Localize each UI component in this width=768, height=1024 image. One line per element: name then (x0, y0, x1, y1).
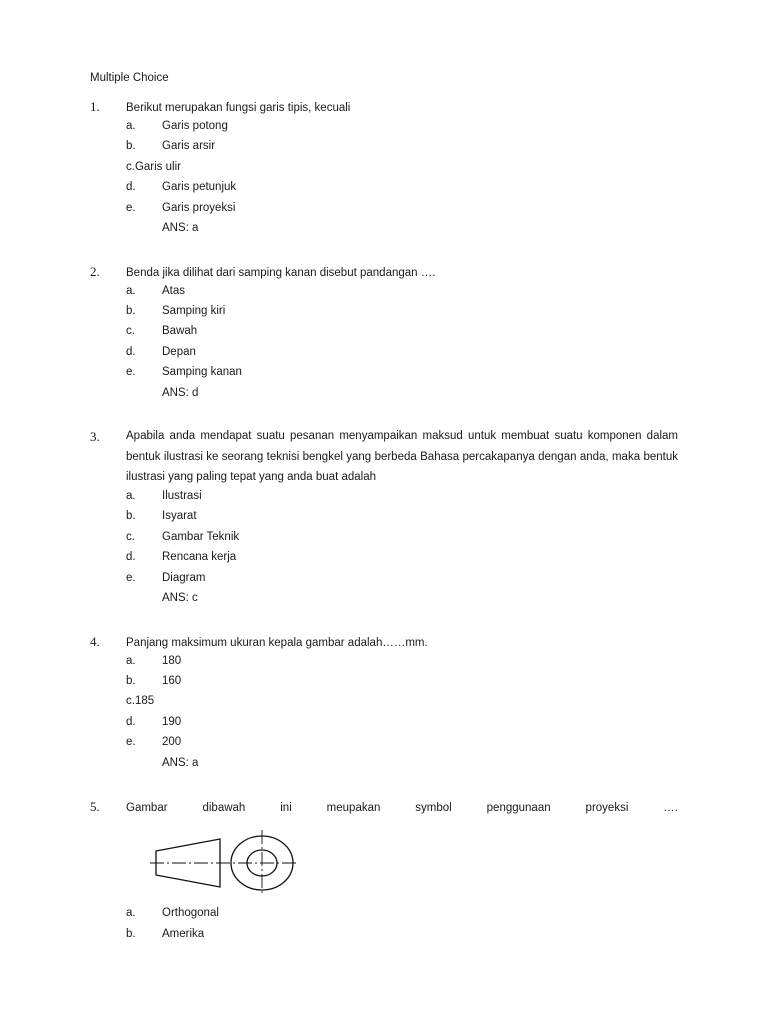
answer-key: ANS: a (162, 222, 199, 234)
option-letter: d. (126, 346, 136, 358)
option-text: 190 (162, 716, 182, 728)
option-text: Ilustrasi (162, 490, 202, 502)
option-letter: a. (126, 490, 136, 502)
frustum-outline (156, 839, 220, 887)
option-text: Rencana kerja (162, 551, 237, 563)
option-letter: b. (126, 928, 136, 940)
option-letter: e. (126, 572, 136, 584)
option-text: Orthogonal (162, 907, 219, 919)
question-text: Gambar dibawah ini meupakan symbol penggunaan proyeksi …. (126, 802, 678, 814)
option-a (0, 490, 400, 510)
question-number: 3. (90, 429, 100, 444)
option-e (0, 736, 400, 756)
option-c (0, 695, 400, 715)
option-b (0, 510, 400, 530)
option-text: 160 (162, 675, 182, 687)
question-number: 1. (90, 99, 100, 114)
answer-key: ANS: a (162, 757, 199, 769)
option-text: Amerika (162, 928, 205, 940)
option-letter: e. (126, 366, 136, 378)
option-letter: b. (126, 510, 136, 522)
option-text: 200 (162, 736, 182, 748)
option-a (0, 120, 400, 140)
question-text: Apabila anda mendapat suatu pesanan menyampaikan maksud untuk membuat suatu komponen dalam bentuk ilustrasi ke seorang teknisi bengkel yang berbeda Bahasa percakapanya dengan anda, maka bentuk ilustrasi yang paling tepat yang anda buat adalah (126, 430, 678, 483)
option-letter: e. (126, 202, 136, 214)
option-b (0, 305, 400, 325)
option-letter: d. (126, 551, 136, 563)
option-text: 180 (162, 655, 182, 667)
option-text: Samping kanan (162, 366, 242, 378)
option-b (0, 928, 400, 948)
option-d (0, 181, 400, 201)
option-b (0, 140, 400, 160)
option-inline-text: c.185 (126, 695, 155, 707)
option-d (0, 716, 400, 736)
question-number: 5. (90, 799, 100, 814)
option-letter: a. (126, 655, 136, 667)
option-inline-text: c.Garis ulir (126, 161, 181, 173)
question-text: Benda jika dilihat dari samping kanan disebut pandangan …. (126, 267, 436, 279)
document-heading: Multiple Choice (90, 72, 169, 84)
option-c (0, 161, 400, 181)
option-letter: a. (126, 907, 136, 919)
option-letter: a. (126, 120, 136, 132)
answer-key: ANS: d (162, 387, 199, 399)
option-letter: b. (126, 675, 136, 687)
option-b (0, 675, 400, 695)
option-text: Garis potong (162, 120, 228, 132)
option-a (0, 655, 400, 675)
question-text: Berikut merupakan fungsi garis tipis, kecuali (126, 102, 351, 114)
option-letter: a. (126, 285, 136, 297)
option-e (0, 366, 400, 386)
question-number: 4. (90, 634, 100, 649)
option-d (0, 346, 400, 366)
option-text: Garis arsir (162, 140, 216, 152)
option-letter: b. (126, 140, 136, 152)
option-letter: c. (126, 325, 135, 337)
option-text: Atas (162, 285, 186, 297)
option-text: Bawah (162, 325, 198, 337)
option-a (0, 285, 400, 305)
option-letter: c. (126, 531, 135, 543)
option-text: Isyarat (162, 510, 197, 522)
option-c (0, 325, 400, 345)
option-text: Samping kiri (162, 305, 226, 317)
option-text: Garis proyeksi (162, 202, 236, 214)
option-d (0, 551, 400, 571)
option-e (0, 202, 400, 222)
option-a (0, 907, 400, 927)
option-e (0, 572, 400, 592)
question-text: Panjang maksimum ukuran kepala gambar adalah……mm. (126, 637, 428, 649)
option-letter: d. (126, 716, 136, 728)
answer-key: ANS: c (162, 592, 198, 604)
option-text: Garis petunjuk (162, 181, 237, 193)
option-letter: d. (126, 181, 136, 193)
option-letter: e. (126, 736, 136, 748)
projection-symbol-icon (148, 828, 300, 898)
option-letter: b. (126, 305, 136, 317)
option-text: Depan (162, 346, 196, 358)
option-c (0, 531, 400, 551)
option-text: Diagram (162, 572, 206, 584)
question-number: 2. (90, 264, 100, 279)
option-text: Gambar Teknik (162, 531, 240, 543)
